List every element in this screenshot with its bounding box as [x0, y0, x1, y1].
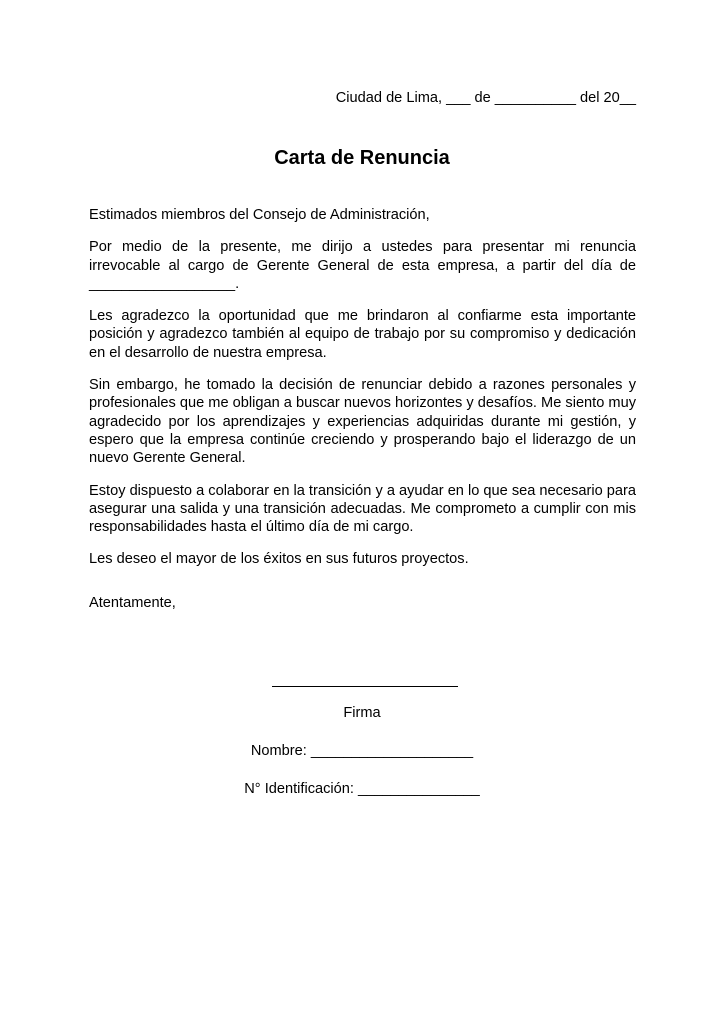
paragraph-wishes: Les deseo el mayor de los éxitos en sus futuros proyectos.	[89, 551, 469, 568]
place-date-line: Ciudad de Lima, ___ de __________ del 20__	[335, 90, 636, 106]
paragraph-resignation: Por medio de la presente, me dirijo a ustedes para presentar mi renuncia irrevocable al cargo de Gerente General de esta empresa, a partir del día de __________________.	[89, 239, 636, 292]
signature-line	[272, 686, 458, 687]
letter-body	[89, 206, 636, 583]
paragraph-gratitude: Les agradezco la oportunidad que me brindaron al confiarme esta importante posición y agradezco también al equipo de trabajo por su compromiso y dedicación en el desarrollo de nuestra empresa.	[89, 308, 636, 361]
paragraph-transition: Estoy dispuesto a colaborar en la transición y a ayudar en lo que sea necesario para asegurar una salida y una transición adecuadas. Me comprometo a cumplir con mis responsabilidades hasta el último día de mi cargo.	[89, 482, 636, 536]
salutation: Estimados miembros del Consejo de Administración,	[89, 207, 430, 223]
closing: Atentamente,	[89, 595, 176, 611]
paragraph-reasons: Sin embargo, he tomado la decisión de renunciar debido a razones personales y profesionales que me obligan a buscar nuevos horizontes y desafíos. Me siento muy agradecido por los aprendizajes y experiencias adquiridas durante mi gestión, y espero que la empresa continúe creciendo y prosperando bajo el liderazgo de un nuevo Gerente General.	[89, 377, 636, 467]
name-field: Nombre: ____________________	[250, 743, 474, 759]
id-field: N° Identificación: _______________	[244, 781, 480, 797]
signature-label: Firma	[343, 705, 381, 721]
letter-title: Carta de Renuncia	[274, 147, 450, 169]
